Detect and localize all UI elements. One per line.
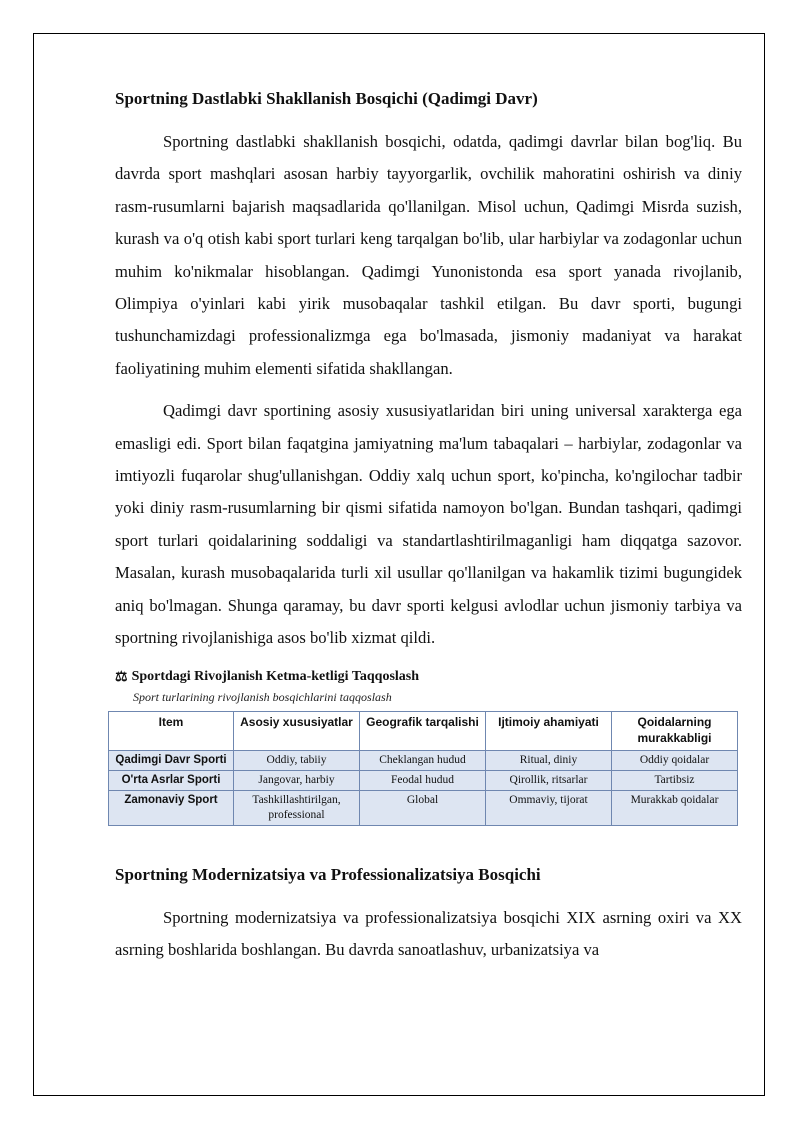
table-cell: Oddiy qoidalar — [612, 750, 738, 770]
document-body — [115, 88, 742, 976]
column-header: Ijtimoiy ahamiyati — [486, 711, 612, 750]
table-row — [109, 790, 738, 825]
table-cell: Ritual, diniy — [486, 750, 612, 770]
table-cell: Global — [360, 790, 486, 825]
table-cell: Cheklangan hudud — [360, 750, 486, 770]
table-cell: Oddiy, tabiiy — [234, 750, 360, 770]
paragraph: Sportning modernizatsiya va professionalizatsiya bosqichi XIX asrning oxiri va XX asrning boshlarida boshlangan. Bu davrda sanoatlashuv, urbanizatsiya va — [115, 907, 742, 959]
section-heading-modernization: Sportning Modernizatsiya va Professionalizatsiya Bosqichi — [115, 864, 541, 884]
column-header: Item — [109, 711, 234, 750]
table-row — [109, 750, 738, 770]
table-cell: Tartibsiz — [612, 770, 738, 790]
column-header: Geografik tarqalishi — [360, 711, 486, 750]
paragraph: Qadimgi davr sportining asosiy xususiyatlaridan biri uning universal xarakterga ega emasligi edi. Sport bilan faqatgina jamiyatning ma'lum tabaqalari – harbiylar, zodagonlar va imtiyozli fuqarolar shug'ullanishgan. Oddiy xalq uchun sport, ko'pincha, ko'ngilochar tadbir yoki diniy rasm-rusumlarning bir qismi sifatida namoyon bo'lgan. Bundan tashqari, qadimgi sport turlari qoidalarining soddaligi va standartlashtirilmaganligi ham diqqatga sazovor. Masalan, kurash musobaqalarida turli xil usullar qo'llanilgan va hakamlik tizimi bugungidek aniq bo'lmagan. Shunga qaramay, bu davr sporti kelgusi avlodlar uchun jismoniy tarbiya va sportning rivojlanishiga asos bo'lib xizmat qildi. — [115, 401, 742, 648]
row-header: O'rta Asrlar Sporti — [109, 770, 234, 790]
column-header: Qoidalarning murakkabligi — [612, 711, 738, 750]
table-caption: Sport turlarining rivojlanish bosqichlarini taqqoslash — [133, 689, 392, 704]
table-cell: Murakkab qoidalar — [612, 790, 738, 825]
row-header: Zamonaviy Sport — [109, 790, 234, 825]
table-cell: Tashkillashtirilgan, professional — [234, 790, 360, 825]
table-header-row — [109, 711, 738, 750]
table-cell: Feodal hudud — [360, 770, 486, 790]
column-header: Asosiy xususiyatlar — [234, 711, 360, 750]
comparison-table — [108, 711, 738, 826]
row-header: Qadimgi Davr Sporti — [109, 750, 234, 770]
scales-icon: ⚖ — [115, 669, 128, 685]
table-title — [115, 669, 742, 686]
table-cell: Ommaviy, tijorat — [486, 790, 612, 825]
table-cell: Jangovar, harbiy — [234, 770, 360, 790]
table-title-text: Sportdagi Rivojlanish Ketma-ketligi Taqqoslash — [131, 669, 420, 684]
table-row — [109, 770, 738, 790]
table-cell: Qirollik, ritsarlar — [486, 770, 612, 790]
section-heading-ancient: Sportning Dastlabki Shakllanish Bosqichi (Qadimgi Davr) — [115, 89, 538, 108]
paragraph: Sportning dastlabki shakllanish bosqichi, odatda, qadimgi davrlar bilan bog'liq. Bu davrda sport mashqlari asosan harbiy tayyorgarlik, ovchilik mahoratini oshirish va diniy rasm-rusumlarni bajarish maqsadlarida qo'llanilgan. Misol uchun, Qadimgi Misrda suzish, kurash va o'q otish kabi sport turlari keng tarqalgan bo'lib, ular harbiylar va zodagonlar uchun muhim ko'nikmalar hisoblangan. Qadimgi Yunonistonda esa sport yanada rivojlanib, Olimpiya o'yinlari kabi yirik musobaqalar tashkil etilgan. Bu davr sporti, bugungi tushunchamizdagi professionalizmga ega bo'lmasada, jismoniy madaniyat va harakat faoliyatining muhim elementi sifatida shakllangan. — [115, 132, 742, 378]
